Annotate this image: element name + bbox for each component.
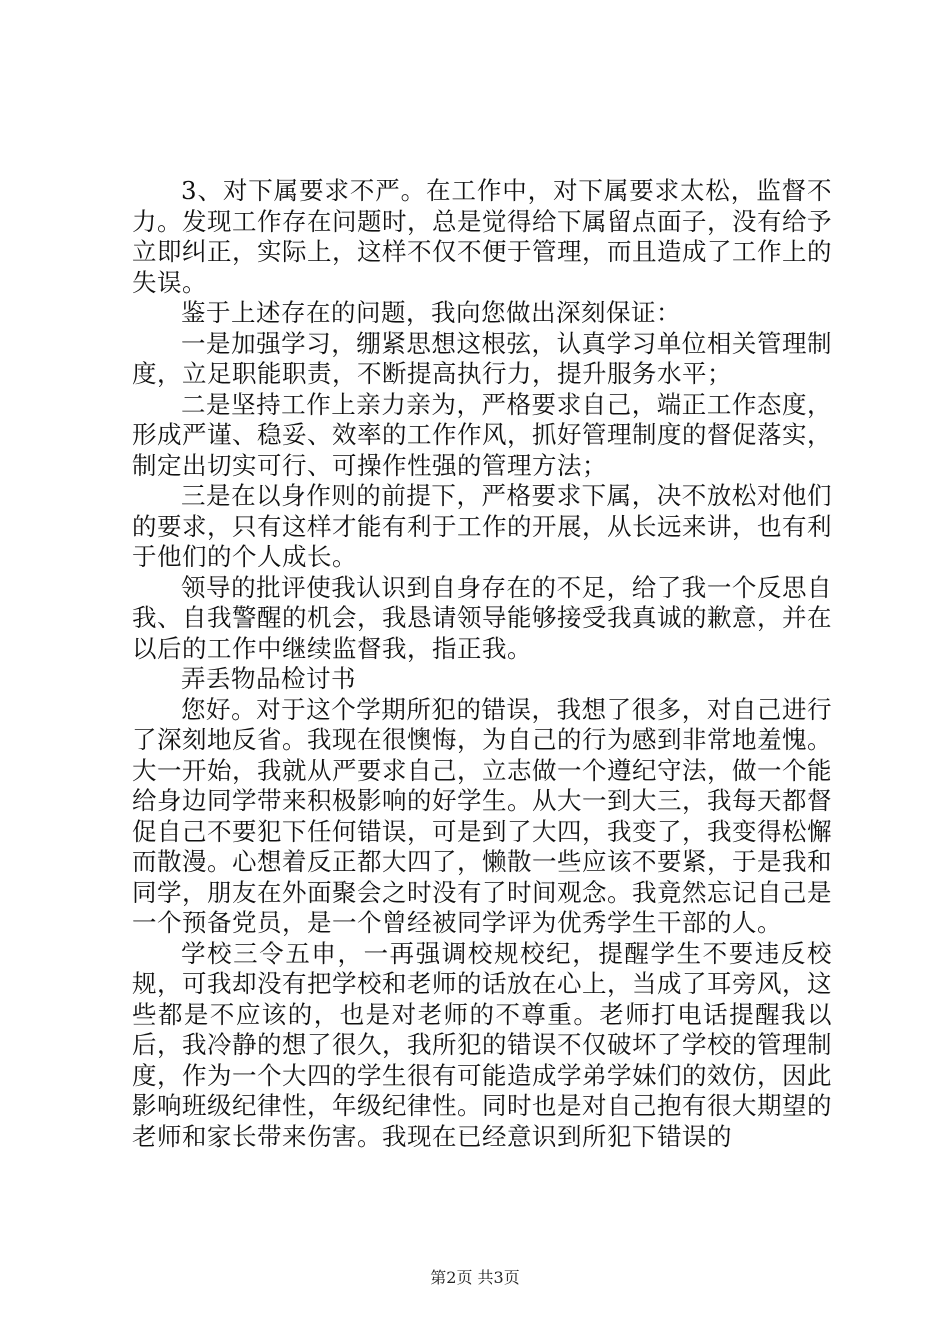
paragraph: 领导的批评使我认识到自身存在的不足，给了我一个反思自我、自我警醒的机会，我恳请领导能够接受我真诚的歉意，并在以后的工作中继续监督我，指正我。 (132, 572, 832, 663)
page-number-footer: 第2页 共3页 (430, 1268, 520, 1287)
paragraph: 您好。对于这个学期所犯的错误，我想了很多，对自己进行了深刻地反省。我现在很懊悔，为自己的行为感到非常地羞愧。大一开始，我就从严要求自己，立志做一个遵纪守法，做一个能给身边同学带来积极影响的好学生。从大一到大三，我每天都督促自己不要犯下任何错误，可是到了大四，我变了，我变得松懈而散漫。心想着反正都大四了，懒散一些应该不要紧，于是我和同学，朋友在外面聚会之时没有了时间观念。我竟然忘记自己是一个预备党员，是一个曾经被同学评为优秀学生干部的人。 (132, 694, 832, 937)
paragraph: 3、对下属要求不严。在工作中，对下属要求太松，监督不力。发现工作存在问题时，总是觉得给下属留点面子，没有给予立即纠正，实际上，这样不仅不便于管理，而且造成了工作上的失误。 (132, 176, 832, 297)
paragraph: 鉴于上述存在的问题，我向您做出深刻保证： (181, 298, 681, 327)
document-body (132, 176, 832, 1152)
section-heading: 弄丢物品检讨书 (181, 664, 356, 693)
paragraph: 三是在以身作则的前提下，严格要求下属，决不放松对他们的要求，只有这样才能有利于工作的开展，从长远来讲，也有利于他们的个人成长。 (132, 481, 832, 571)
paragraph: 学校三令五申，一再强调校规校纪，提醒学生不要违反校规，可我却没有把学校和老师的话放在心上，当成了耳旁风，这些都是不应该的，也是对老师的不尊重。老师打电话提醒我以后，我冷静的想了很久，我所犯的错误不仅破坏了学校的管理制度，作为一个大四的学生很有可能造成学弟学妹们的效仿，因此影响班级纪律性，年级纪律性。同时也是对自己抱有很大期望的老师和家长带来伤害。我现在已经意识到所犯下错误的 (132, 938, 832, 1151)
paragraph: 二是坚持工作上亲力亲为，严格要求自己，端正工作态度，形成严谨、稳妥、效率的工作作风，抓好管理制度的督促落实，制定出切实可行、可操作性强的管理方法； (132, 389, 832, 480)
paragraph: 一是加强学习，绷紧思想这根弦，认真学习单位相关管理制度，立足职能职责，不断提高执行力，提升服务水平； (132, 328, 832, 388)
